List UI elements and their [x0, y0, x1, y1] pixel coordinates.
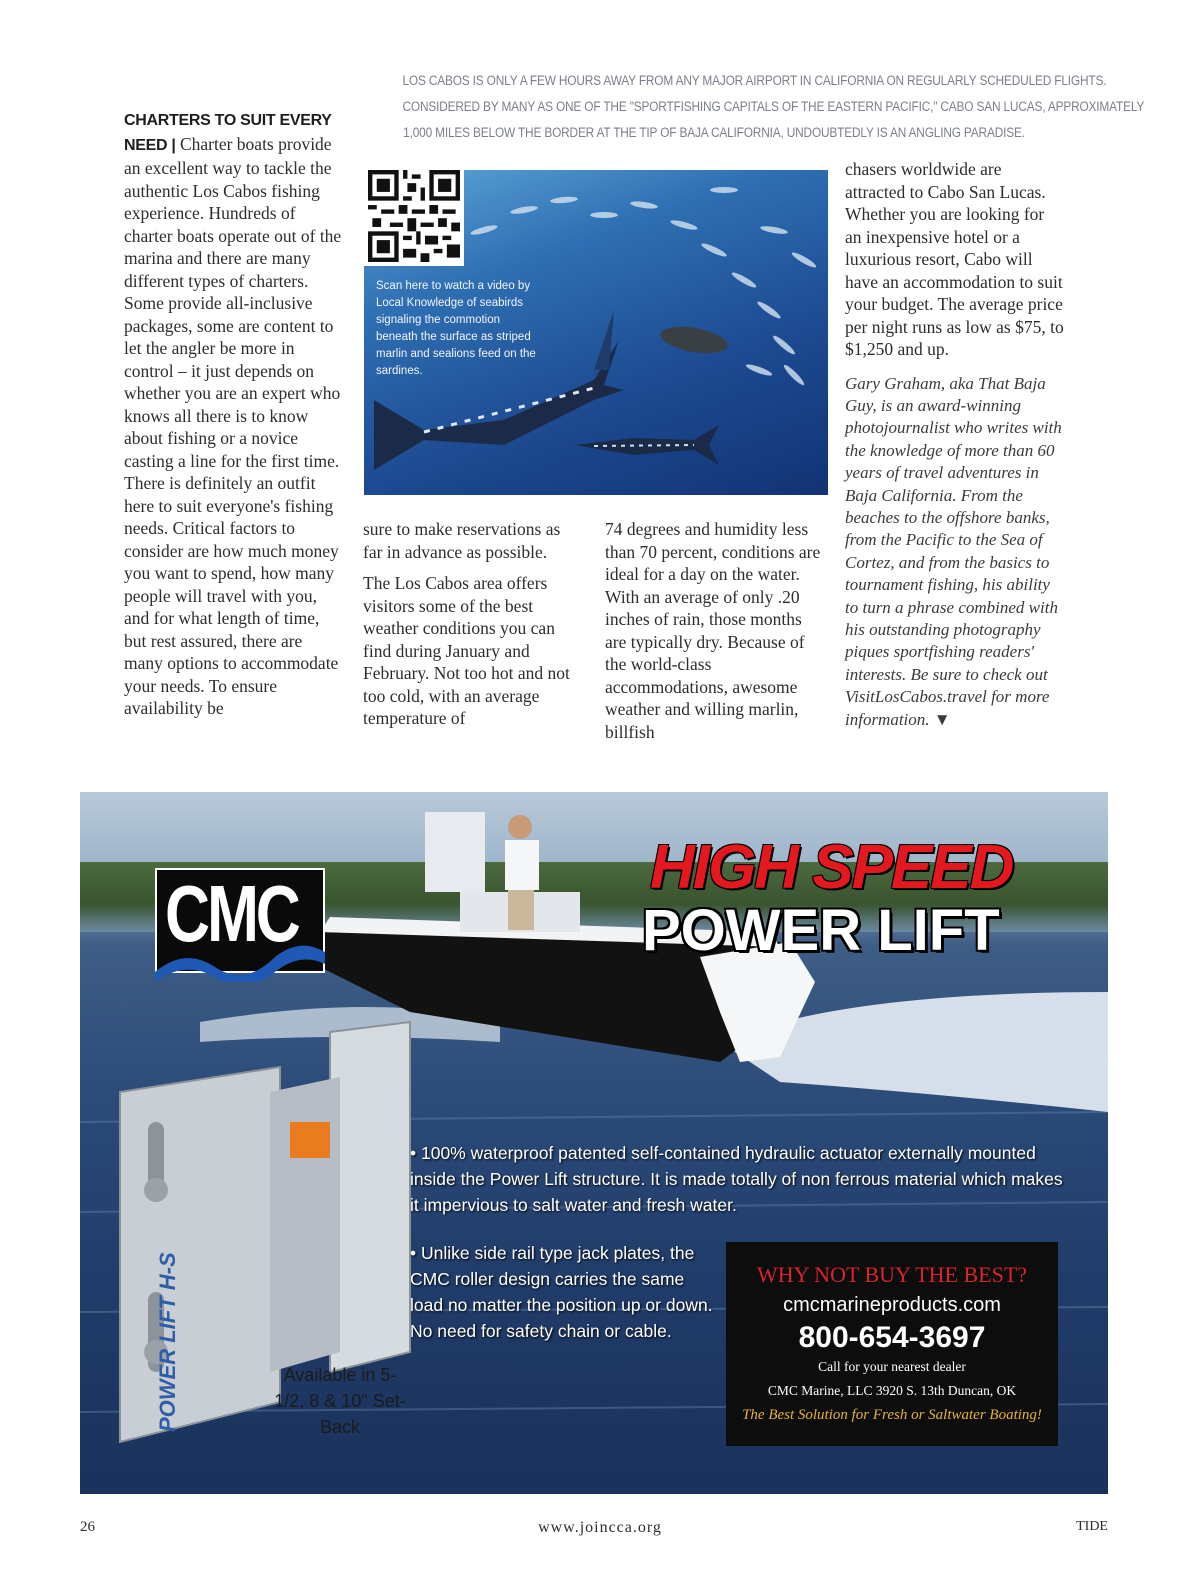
column-text: Charter boats provide an excellent way to tackle the authentic Los Cabos fishing experience. Hundreds of charter boats operate out of the marina and there are many different types of charters. Some provide all-inclusive packages, some are content to let the angler be more in control – it just depends on whether you are an expert who knows all there is to know about fishing or a novice casting a line for the first time. There is definitely an outfit here to suit everyone's fishing needs. Critical factors to consider are how much money you want to spend, how many people will travel with you, and for what length of time, but rest assured, there are many options to accommodate your needs. To ensure availability be — [124, 133, 342, 718]
author-bio — [845, 373, 1065, 732]
contact-address: CMC Marine, LLC 3920 S. 13th Duncan, OK — [767, 1383, 1017, 1398]
article-column-1 — [124, 108, 344, 729]
article-column-3 — [605, 518, 825, 752]
qr-caption: Scan here to watch a video by Local Knowledge of seabirds signaling the commotion beneath the surface as striped marlin and sealions feed on the sardines. — [376, 280, 536, 377]
caption-line: 1,000 MILES BELOW THE BORDER AT THE TIP OF BAJA CALIFORNIA, UNDOUBTEDLY IS AN ANGLING PARADISE. — [403, 125, 1025, 140]
wave-logo-icon — [155, 942, 325, 982]
contact-url-link[interactable]: cmcmarineproducts.com — [783, 1294, 1001, 1316]
page-number: 26 — [80, 1519, 95, 1535]
qr-pattern — [368, 170, 460, 262]
headline-power-lift: POWER LIFT — [642, 898, 1000, 963]
fish-end-mark-icon: ▼ — [933, 709, 951, 729]
contact-why: WHY NOT BUY THE BEST? — [756, 1262, 1028, 1287]
column-text: sure to make reservations as far in advance as possible. — [363, 519, 561, 562]
author-bio-text: Gary Graham, aka That Baja Guy, is an award-winning photojournalist who writes with the knowledge of more than 60 years of travel adventures in Baja California. From the beaches to the offshore banks, from the Pacific to the Sea of Cortez, and from the basics to tournament fishing, his ability to turn a phrase combined with his outstanding photography piques sportfishing readers' interests. Be sure to check out VisitLosCabos.travel for more information. — [845, 373, 1062, 729]
caption-line: LOS CABOS IS ONLY A FEW HOURS AWAY FROM ANY MAJOR AIRPORT IN CALIFORNIA ON REGULARLY SCHEDULED FLIGHTS. — [402, 73, 1107, 88]
photo-caption-top — [402, 68, 1145, 146]
contact-phone[interactable]: 800-654-3697 — [798, 1321, 986, 1354]
contact-box — [726, 1242, 1058, 1446]
footer-url[interactable]: www.joincca.org — [538, 1519, 662, 1536]
lift-product-label: POWER LIFT H-S — [155, 1252, 180, 1432]
setback-availability: Available in 5-1/2, 8 & 10" Set-Back — [274, 1365, 406, 1437]
article-column-4 — [845, 158, 1065, 740]
section-subhead: CHARTERS TO SUIT EVERY NEED | — [124, 112, 332, 154]
cmc-logo — [155, 868, 325, 973]
contact-call-note: Call for your nearest dealer — [818, 1359, 966, 1374]
article-column-2 — [363, 518, 581, 739]
feature-bullet-1: • 100% waterproof patented self-contained hydraulic actuator externally mounted inside the Power Lift structure. It is made totally of non ferrous material which makes it impervious to salt water and fresh water. — [410, 1143, 1063, 1215]
headline-high-speed: HIGH SPEED — [650, 833, 1013, 902]
cmc-logo-text: CMC — [165, 869, 298, 958]
publication-name: TIDE — [1076, 1519, 1108, 1534]
ad-headline — [642, 832, 1013, 964]
qr-code-icon[interactable] — [364, 166, 464, 266]
contact-tagline: The Best Solution for Fresh or Saltwater Boating! — [742, 1407, 1042, 1423]
cmc-power-lift-advertisement[interactable] — [80, 792, 1108, 1494]
column-text: The Los Cabos area offers visitors some of the best weather conditions you can find during January and February. Not too hot and not too cold, with an average temperature of — [363, 573, 570, 728]
column-text: 74 degrees and humidity less than 70 percent, conditions are ideal for a day on the water. With an average of only .20 inches of rain, those months are typically dry. Because of the world-class accommodations, awesome weather and willing marlin, billfish — [605, 519, 821, 742]
feature-bullet-2: • Unlike side rail type jack plates, the CMC roller design carries the same load no matter the position up or down. No need for safety chain or cable. — [410, 1243, 713, 1341]
caption-line: CONSIDERED BY MANY AS ONE OF THE "SPORTFISHING CAPITALS OF THE EASTERN PACIFIC," CABO SAN LUCAS, APPROXIMATELY — [402, 99, 1145, 114]
column-text: chasers worldwide are attracted to Cabo San Lucas. Whether you are looking for an inexpensive hotel or a luxurious resort, Cabo will have an accommodation to suit your budget. The average price per night runs as low as $75, to $1,250 and up. — [845, 159, 1064, 359]
